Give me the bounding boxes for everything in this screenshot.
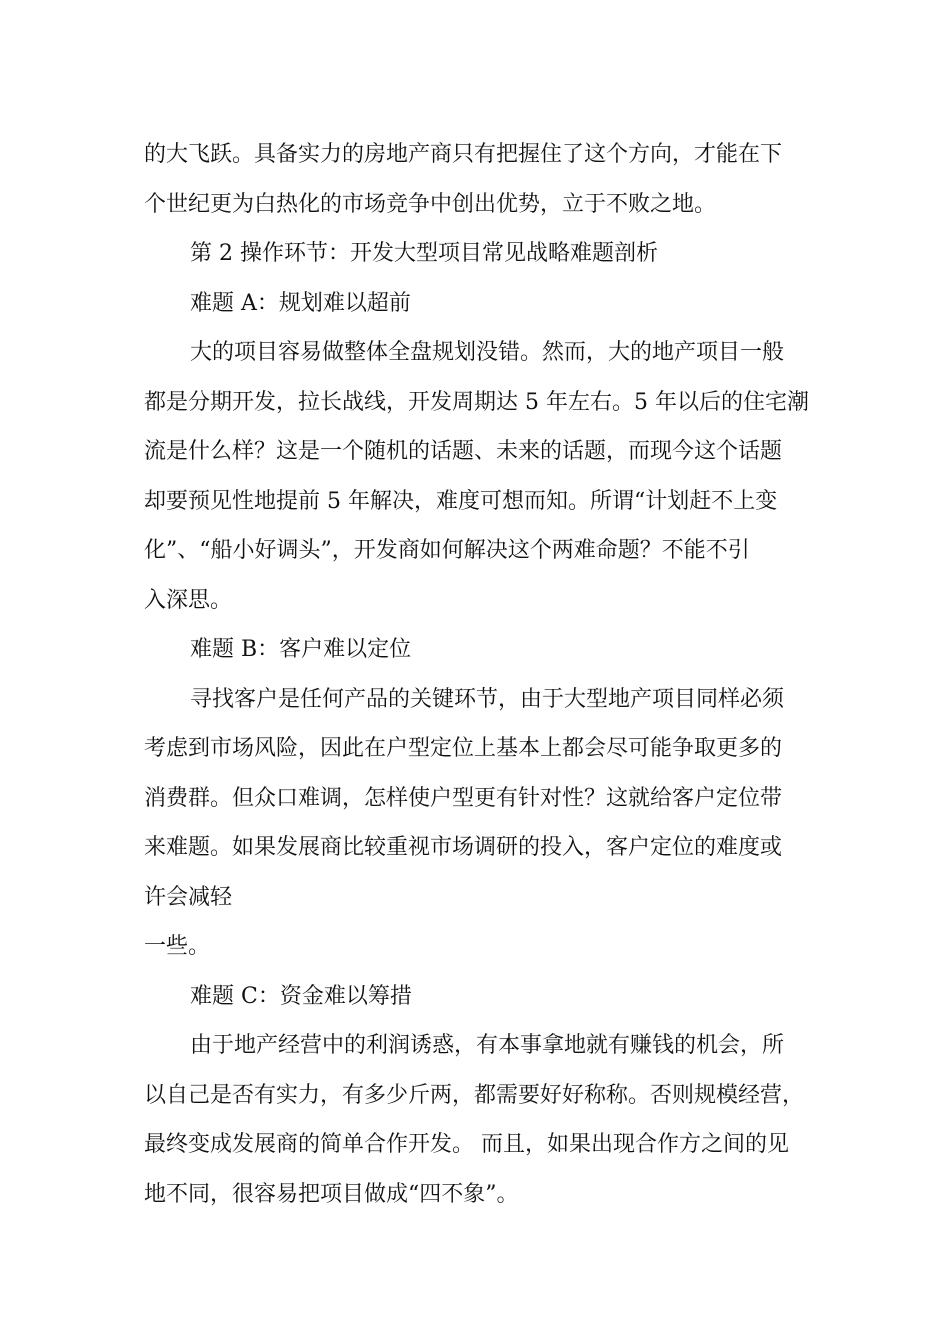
section-heading: 第 2 操作环节：开发大型项目常见战略难题剖析 — [190, 241, 658, 266]
text-line: 消费群。但众口难调，怎样使户型更有针对性？这就给客户定位带 — [144, 785, 783, 811]
text-line: 一些。 — [144, 934, 211, 959]
subheading-problem-a: 难题 A：规划难以超前 — [190, 290, 411, 316]
text-line: 入深思。 — [144, 587, 233, 613]
document-body — [144, 130, 834, 1219]
text-line: 都是分期开发，拉长战线，开发周期达 5 年左右。5 年以后的住宅潮 — [144, 389, 809, 415]
text-line: 个世纪更为白热化的市场竞争中创出优势，立于不败之地。 — [144, 191, 717, 217]
text-line: 却要预见性地提前 5 年解决，难度可想而知。所谓“计划赶不上变 — [144, 488, 778, 514]
text-line: 以自己是否有实力，有多少斤两，都需要好好称称。否则规模经营， — [144, 1082, 805, 1108]
subheading-problem-c: 难题 C：资金难以筹措 — [190, 983, 412, 1009]
text-line: 流是什么样？这是一个随机的话题、未来的话题，而现今这个话题 — [144, 439, 783, 464]
subheading-problem-b: 难题 B：客户难以定位 — [190, 637, 412, 662]
text-line: 最终变成发展商的简单合作开发。 而且，如果出现合作方之间的见 — [144, 1132, 789, 1157]
text-line: 由于地产经营中的利润诱惑，有本事拿地就有赚钱的机会，所 — [190, 1033, 785, 1058]
text-line: 化”、“船小好调头”，开发商如何解决这个两难命题？不能不引 — [144, 538, 750, 563]
text-line: 许会减轻 — [144, 884, 233, 910]
text-line: 寻找客户是任何产品的关键环节，由于大型地产项目同样必须 — [190, 686, 785, 712]
text-line: 考虑到市场风险，因此在户型定位上基本上都会尽可能争取更多的 — [144, 736, 783, 761]
text-line: 大的项目容易做整体全盘规划没错。然而，大的地产项目一般 — [190, 340, 785, 365]
text-line: 地不同，很容易把项目做成“四不象”。 — [144, 1181, 519, 1207]
text-line: 来难题。如果发展商比较重视市场调研的投入，客户定位的难度或 — [144, 835, 783, 860]
text-line: 的大飞跃。具备实力的房地产商只有把握住了这个方向，才能在下 — [144, 142, 783, 167]
